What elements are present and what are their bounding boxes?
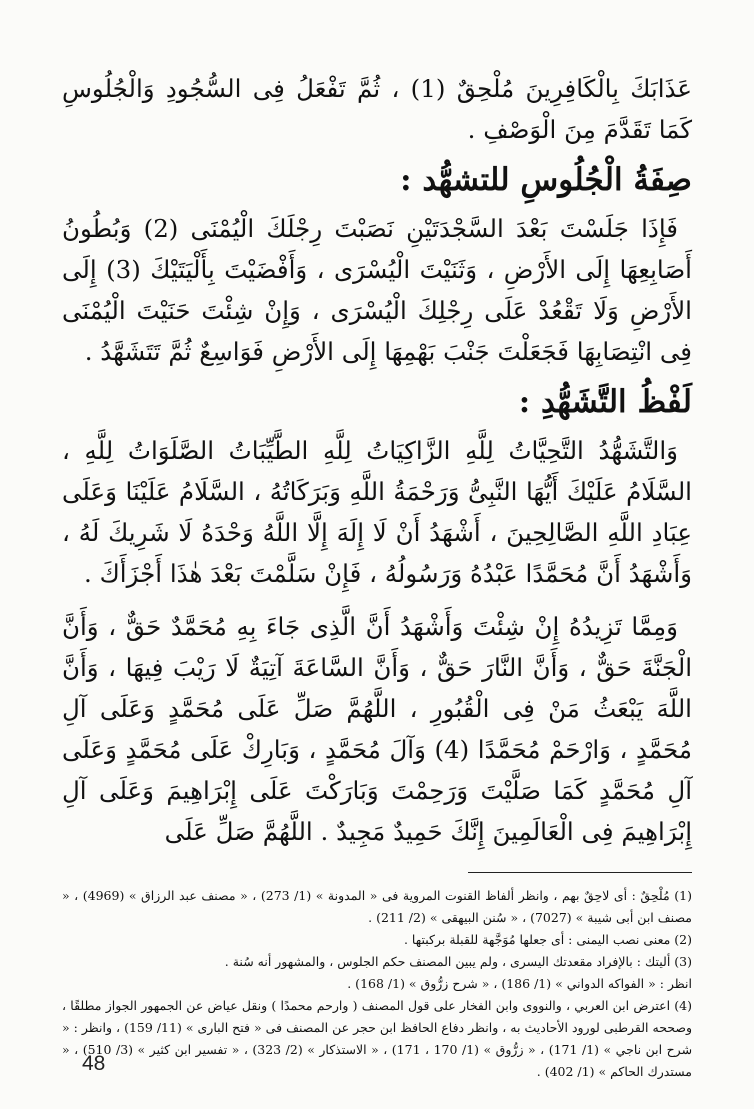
footnote-4: (4) اعترض ابن العربي ، والنووى وابن الفخار على قول المصنف ( وارحم محمدًا ) ونقل عياض عن الجمهور الجواز مطلقًا ، وصححه القرطبى لورود الأحاديث به ، وانظر دفاع الحافظ ابن حجر عن المصنف فى « فتح البارى » (11/ 159) ، وانظر : « شرح ابن ناجي » (1/ 171) ، « زرُّوق » (1/ 170 ، 171) ، « الاستذكار » (2/ 323) ، « تفسير ابن كثير » (3/ 510) ، « مستدرك الحاكم » (1/ 402) . xyxy=(62,998,693,1079)
paragraph-addition: وَمِمَّا تَزِيدُهُ إِنْ شِئْتَ وَأَشْهَدُ أَنَّ الَّذِى جَاءَ بِهِ مُحَمَّدٌ حَقٌّ ، وَأَنَّ الْجَنَّةَ حَقٌّ ، وَأَنَّ النَّارَ حَقٌّ ، وَأَنَّ السَّاعَةَ آتِيَةٌ لَا رَيْبَ فِيهَا ، وَأَنَّ اللَّهَ يَبْعَثُ مَنْ فِى الْقُبُورِ ، اللَّهُمَّ صَلِّ عَلَى مُحَمَّدٍ وَعَلَى آلِ مُحَمَّدٍ ، وَارْحَمْ مُحَمَّدًا (4) وَآلَ مُحَمَّدٍ ، وَبَارِكْ عَلَى مُحَمَّدٍ وَعَلَى آلِ مُحَمَّدٍ كَمَا صَلَّيْتَ وَرَحِمْتَ وَبَارَكْتَ عَلَى إِبْرَاهِيمَ وَعَلَى آلِ إِبْرَاهِيمَ فِى الْعَالَمِينَ إِنَّكَ حَمِيدٌ مَجِيدٌ . اللَّهُمَّ صَلِّ عَلَى xyxy=(62,612,692,846)
section-heading-sitting: صِفَةُ الْجُلُوسِ للتشهُّد : xyxy=(400,162,692,198)
paragraph-sitting: فَإِذَا جَلَسْتَ بَعْدَ السَّجْدَتَيْنِ نَصَبْتَ رِجْلَكَ الْيُمْنَى (2) وَبُطُونُ أَصَابِعِهَا إِلَى الأَرْضِ ، وَثَنَيْتَ الْيُسْرَى ، وَأَفْضَيْتَ بِأَلْيَتَيْكَ (3) إِلَى الأَرْضِ وَلَا تَقْعُدْ عَلَى رِجْلِكَ الْيُسْرَى ، وَإِنْ شِئْتَ حَنَيْتَ الْيُمْنَى فِى انْتِصَابِهَا فَجَعَلْتَ جَنْبَ بَهْمِهَا إِلَى الأَرْضِ فَوَاسِعٌ ثُمَّ تَتَشَهَّدُ . xyxy=(62,214,692,366)
section-heading-tashahhud: لَفْظُ التَّشَهُّدِ : xyxy=(518,384,692,420)
footnote-3: (3) أليتك : بالإفراد مقعدتك اليسرى ، ولم يبين المصنف حكم الجلوس ، والمشهور أنه سُنة . xyxy=(224,954,692,969)
paragraph-tashahhud: وَالتَّشَهُّدُ التَّحِيَّاتُ لِلَّهِ الزَّاكِيَاتُ لِلَّهِ الطَّيِّبَاتُ الصَّلَوَاتُ لِلَّهِ ، السَّلَامُ عَلَيْكَ أَيُّهَا النَّبِىُّ وَرَحْمَةُ اللَّهِ وَبَرَكَاتُهُ ، السَّلَامُ عَلَيْنَا وَعَلَى عِبَادِ اللَّهِ الصَّالِحِينَ ، أَشْهَدُ أَنْ لَا إِلَهَ إِلَّا اللَّهُ وَحْدَهُ لَا شَرِيكَ لَهُ ، وَأَشْهَدُ أَنَّ مُحَمَّدًا عَبْدُهُ وَرَسُولُهُ ، فَإِنْ سَلَّمْتَ بَعْدَ هٰذَا أَجْزَأَكَ . xyxy=(62,436,692,588)
footnotes xyxy=(62,885,692,1083)
footnote-2: (2) معنى نصب اليمنى : أى جعلها مُوَجَّهة للقبلة بركبتها . xyxy=(403,932,692,947)
paragraph-gap xyxy=(62,594,692,606)
footnote-1: (1) مُلْحِقٌ : أى لاحِقٌ بهم ، وانظر ألفاظ القنوت المروية فى « المدونة » (1/ 273) ، « مصنف عبد الرزاق » (4969) ، « مصنف ابن أبى شيبة » (7027) ، « سُنن البيهقى » (2/ 211) . xyxy=(62,888,693,925)
page-number: 48 xyxy=(82,1052,106,1075)
paragraph-intro: عَذَابَكَ بِالْكَافِرِينَ مُلْحِقٌ (1) ، ثُمَّ تَفْعَلُ فِى السُّجُودِ وَالْجُلُوسِ كَمَا تَقَدَّمَ مِنَ الْوَصْفِ . xyxy=(62,74,692,144)
footnote-3-references: انظر : « الفواكه الدواني » (1/ 186) ، « شرح زرُّوق » (1/ 168) . xyxy=(347,976,692,991)
footnote-divider xyxy=(468,872,692,873)
